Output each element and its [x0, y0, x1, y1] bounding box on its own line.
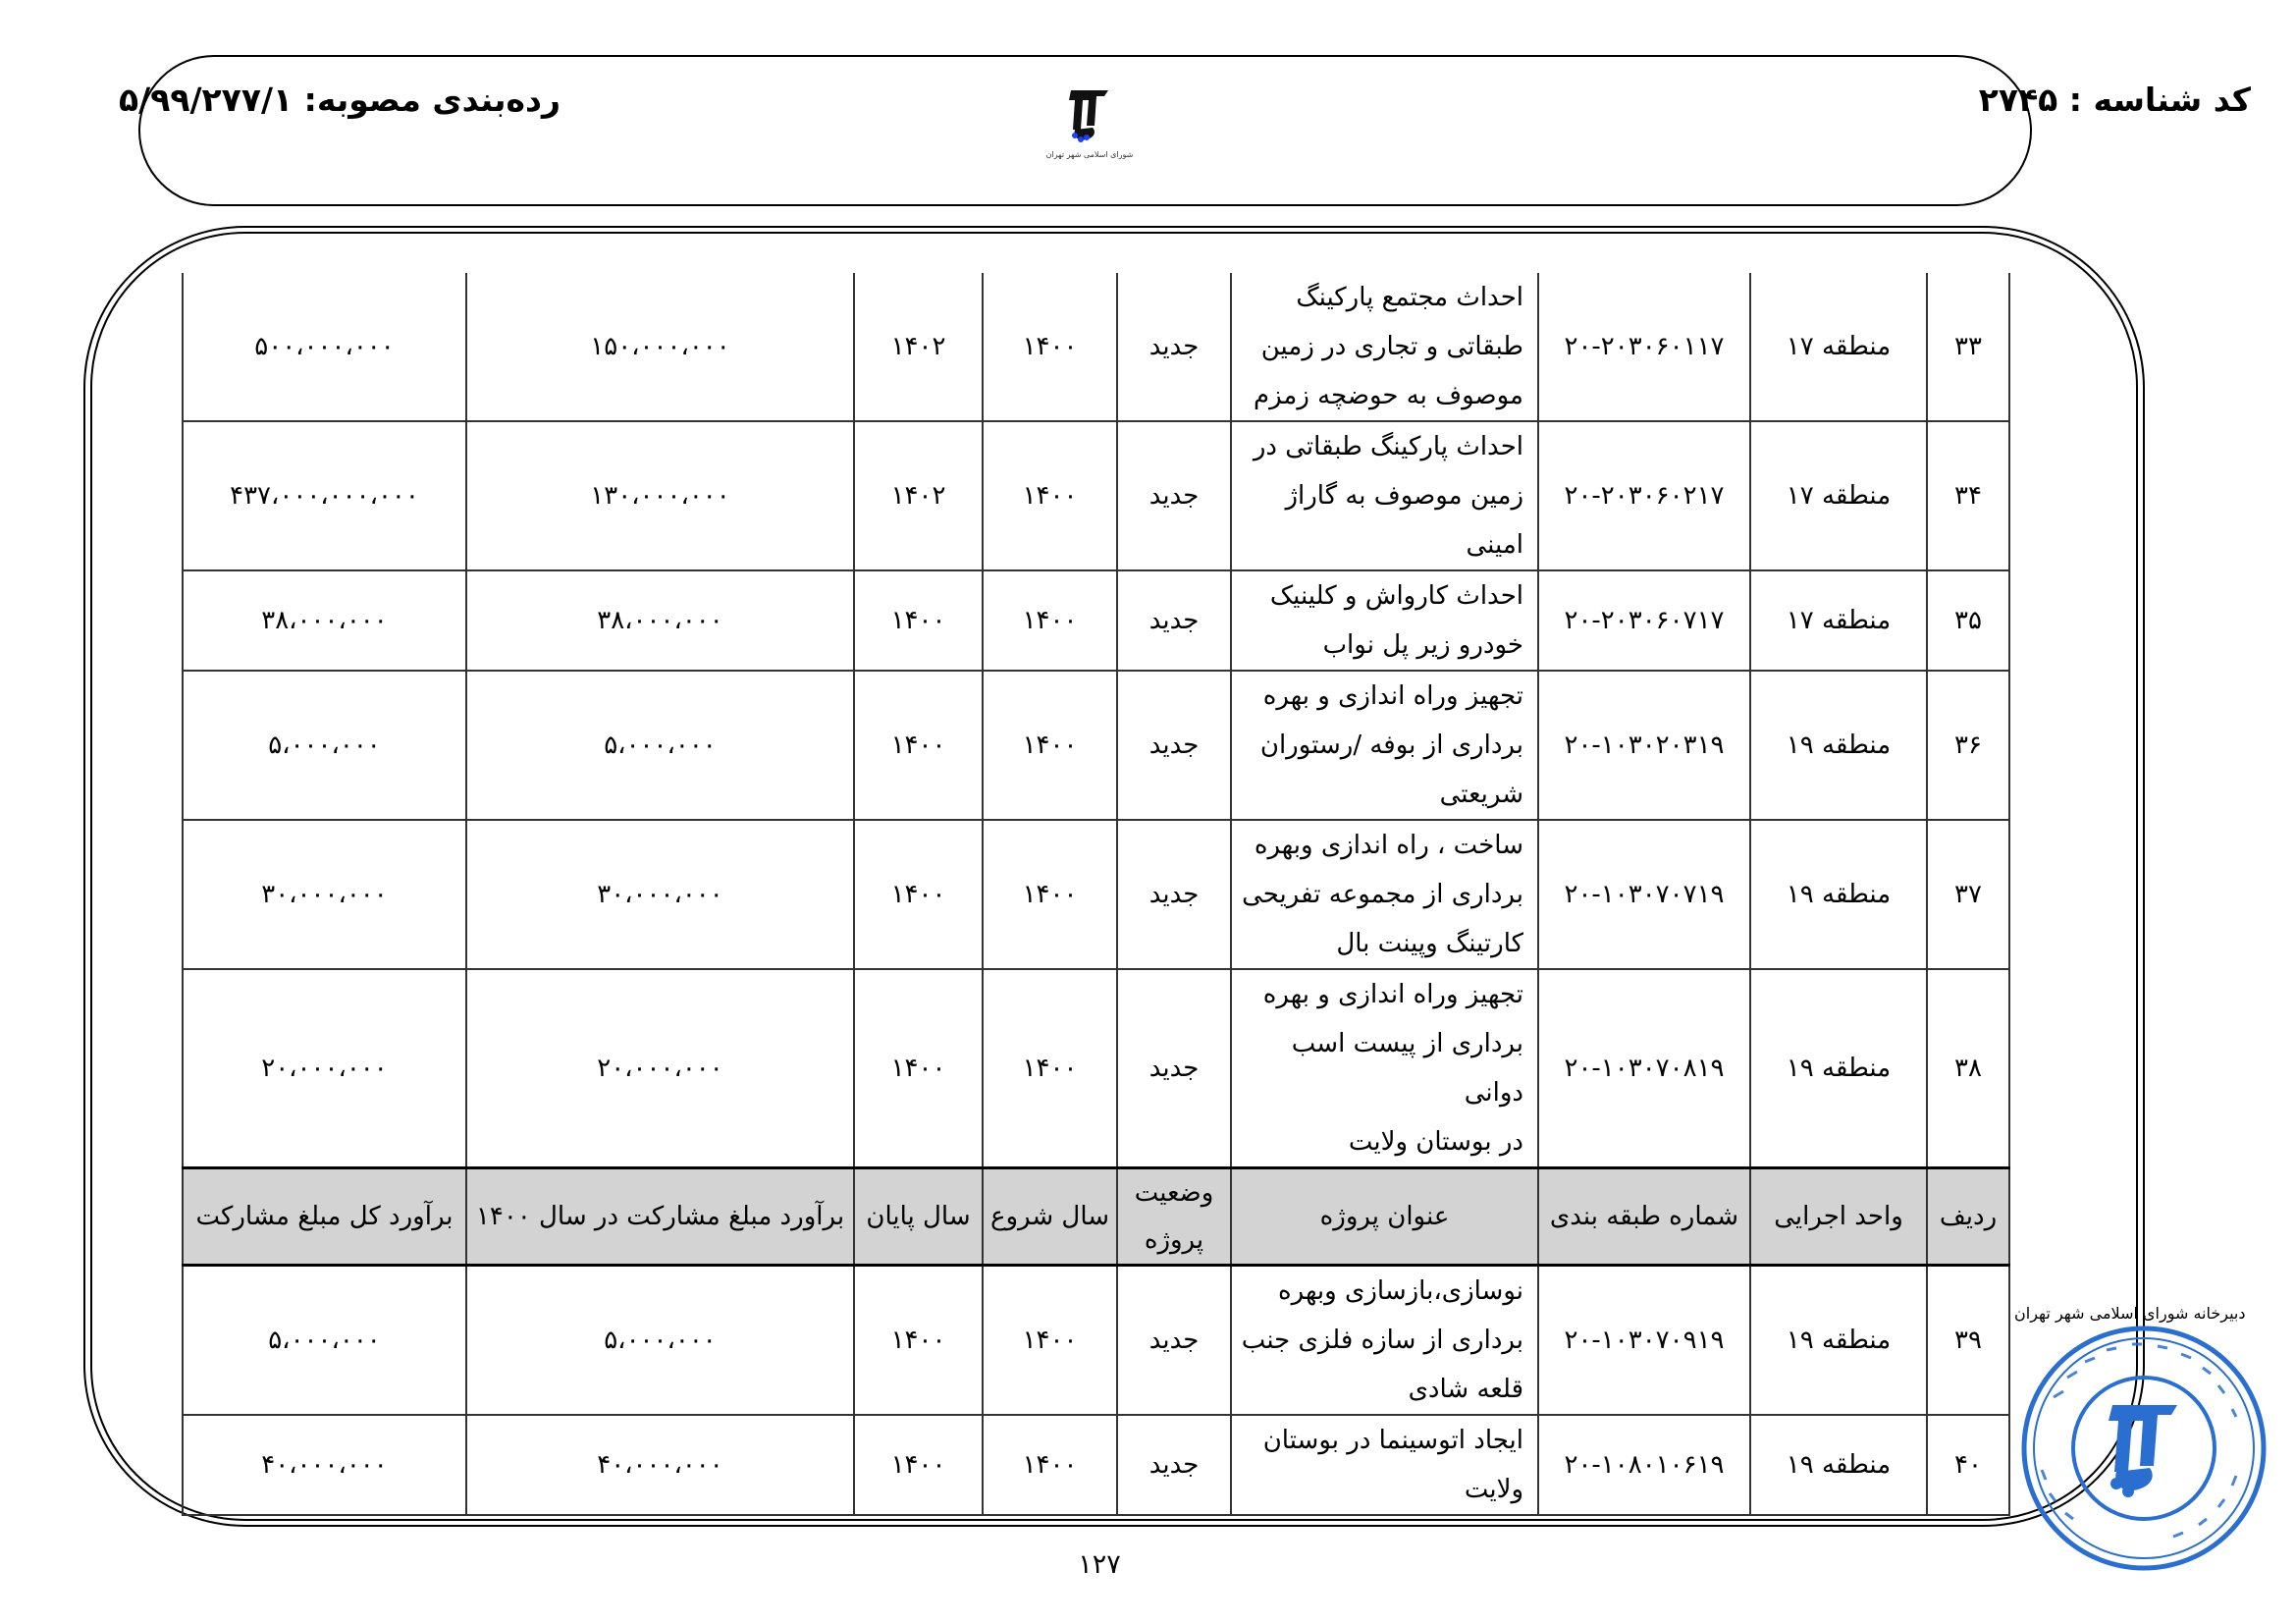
amount-1400-cell: ۴۰،۰۰۰،۰۰۰ [466, 1415, 854, 1515]
row-number-cell: ۳۳ [1927, 273, 2009, 421]
total-amount-cell: ۴۳۷،۰۰۰،۰۰۰،۰۰۰ [183, 421, 466, 570]
project-title-line: کارتینگ وپینت بال [1336, 929, 1523, 958]
column-header: عنوان پروژه [1231, 1168, 1538, 1266]
executive-unit-cell: منطقه ۱۹ [1750, 820, 1927, 969]
end-year-cell: ۱۴۰۰ [854, 1266, 983, 1416]
project-title-line: احداث پارکینگ طبقاتی در [1253, 432, 1523, 461]
total-amount-cell: ۲۰،۰۰۰،۰۰۰ [183, 969, 466, 1168]
project-title-line: موصوف به حوضچه زمزم [1253, 381, 1523, 410]
executive-unit-cell: منطقه ۱۹ [1750, 1415, 1927, 1515]
logo-caption: شورای اسلامی شهر تهران [1045, 150, 1134, 159]
project-status-cell: جدید [1117, 820, 1231, 969]
table-row [183, 1266, 2009, 1416]
project-status-cell: جدید [1117, 1266, 1231, 1416]
start-year-cell: ۱۴۰۰ [983, 671, 1117, 820]
page-number: ۱۲۷ [1078, 1549, 1121, 1580]
project-title-line: برداری از پیست اسب دوانی [1291, 1029, 1523, 1108]
column-header: شماره طبقه بندی [1538, 1168, 1750, 1266]
project-title-cell [1231, 421, 1538, 570]
total-amount-cell: ۵،۰۰۰،۰۰۰ [183, 671, 466, 820]
project-title-line: ایجاد اتوسینما در بوستان [1262, 1426, 1523, 1455]
executive-unit-cell: منطقه ۱۹ [1750, 671, 1927, 820]
amount-1400-cell: ۲۰،۰۰۰،۰۰۰ [466, 969, 854, 1168]
resolution-classification: رده‌بندی مصوبه: ۵/۹۹/۲۷۷/۱ [119, 81, 561, 119]
council-logo-icon [1036, 86, 1144, 165]
stamp-text: دبیرخانه شورای اسلامی شهر تهران [2014, 1304, 2246, 1323]
classification-code-cell: ۲۰-۱۰۳۰۲۰۳۱۹ [1538, 671, 1750, 820]
end-year-cell: ۱۴۰۰ [854, 570, 983, 671]
classification-code-cell: ۲۰-۱۰۳۰۷۰۹۱۹ [1538, 1266, 1750, 1416]
project-title-line: طبقاتی و تجاری در زمین [1260, 332, 1523, 361]
end-year-cell: ۱۴۰۲ [854, 421, 983, 570]
column-header: برآورد کل مبلغ مشارکت [183, 1168, 466, 1266]
amount-1400-cell: ۵،۰۰۰،۰۰۰ [466, 1266, 854, 1416]
project-title-line: تجهیز وراه اندازی و بهره [1262, 681, 1523, 711]
column-header: ردیف [1927, 1168, 2009, 1266]
amount-1400-cell: ۵،۰۰۰،۰۰۰ [466, 671, 854, 820]
total-amount-cell: ۵،۰۰۰،۰۰۰ [183, 1266, 466, 1416]
row-number-cell: ۳۸ [1927, 969, 2009, 1168]
end-year-cell: ۱۴۰۲ [854, 273, 983, 421]
project-title-cell [1231, 671, 1538, 820]
project-title-cell [1231, 570, 1538, 671]
executive-unit-cell: منطقه ۱۹ [1750, 1266, 1927, 1416]
start-year-cell: ۱۴۰۰ [983, 570, 1117, 671]
document-code: کد شناسه : ۲۷۴۵ [1978, 81, 2251, 119]
project-status-cell: جدید [1117, 421, 1231, 570]
column-header: واحد اجرایی [1750, 1168, 1927, 1266]
amount-1400-cell: ۳۰،۰۰۰،۰۰۰ [466, 820, 854, 969]
table-header-row [183, 1168, 2009, 1266]
end-year-cell: ۱۴۰۰ [854, 820, 983, 969]
table-row [183, 421, 2009, 570]
project-status-cell: جدید [1117, 273, 1231, 421]
classification-code-cell: ۲۰-۲۰۳۰۶۰۲۱۷ [1538, 421, 1750, 570]
project-title-line: احداث کارواش و کلینیک [1269, 581, 1523, 611]
row-number-cell: ۳۶ [1927, 671, 2009, 820]
classification-code-cell: ۲۰-۱۰۳۰۷۰۸۱۹ [1538, 969, 1750, 1168]
project-title-cell [1231, 273, 1538, 421]
project-title-line: زمین موصوف به گاراژ [1285, 481, 1523, 511]
project-status-cell: جدید [1117, 570, 1231, 671]
project-title-line: برداری از بوفه /رستوران [1259, 731, 1523, 760]
projects-table [182, 273, 2010, 1516]
document-header [138, 55, 2032, 206]
table-row [183, 273, 2009, 421]
project-title-line: نوسازی،بازسازی وبهره [1277, 1276, 1523, 1306]
classification-code-cell: ۲۰-۱۰۸۰۱۰۶۱۹ [1538, 1415, 1750, 1515]
start-year-cell: ۱۴۰۰ [983, 969, 1117, 1168]
table-row [183, 969, 2009, 1168]
executive-unit-cell: منطقه ۱۷ [1750, 570, 1927, 671]
start-year-cell: ۱۴۰۰ [983, 273, 1117, 421]
project-status-cell: جدید [1117, 671, 1231, 820]
start-year-cell: ۱۴۰۰ [983, 1415, 1117, 1515]
council-stamp-icon [2014, 1304, 2273, 1578]
project-title-line: خودرو زیر پل نواب [1322, 630, 1523, 660]
amount-1400-cell: ۱۳۰،۰۰۰،۰۰۰ [466, 421, 854, 570]
start-year-cell: ۱۴۰۰ [983, 1266, 1117, 1416]
row-number-cell: ۳۷ [1927, 820, 2009, 969]
table-row [183, 671, 2009, 820]
project-title-line: در بوستان ولایت [1348, 1127, 1523, 1157]
executive-unit-cell: منطقه ۱۷ [1750, 421, 1927, 570]
end-year-cell: ۱۴۰۰ [854, 969, 983, 1168]
end-year-cell: ۱۴۰۰ [854, 1415, 983, 1515]
row-number-cell: ۳۹ [1927, 1266, 2009, 1416]
column-header: وضعیت پروژه [1117, 1168, 1231, 1266]
project-title-cell [1231, 1415, 1538, 1515]
total-amount-cell: ۳۸،۰۰۰،۰۰۰ [183, 570, 466, 671]
table-rows-bottom [183, 1266, 2009, 1516]
classification-code-cell: ۲۰-۲۰۳۰۶۰۷۱۷ [1538, 570, 1750, 671]
project-title-line: ولایت [1464, 1475, 1523, 1504]
table-row [183, 820, 2009, 969]
table-row [183, 570, 2009, 671]
project-title-line: امینی [1466, 530, 1523, 560]
total-amount-cell: ۵۰۰،۰۰۰،۰۰۰ [183, 273, 466, 421]
column-header: سال شروع [983, 1168, 1117, 1266]
row-number-cell: ۳۴ [1927, 421, 2009, 570]
column-header: سال پایان [854, 1168, 983, 1266]
project-title-line: ساخت ، راه اندازی وبهره [1254, 831, 1523, 860]
project-title-cell [1231, 820, 1538, 969]
amount-1400-cell: ۳۸،۰۰۰،۰۰۰ [466, 570, 854, 671]
classification-code-cell: ۲۰-۱۰۳۰۷۰۷۱۹ [1538, 820, 1750, 969]
project-title-cell [1231, 1266, 1538, 1416]
row-number-cell: ۳۵ [1927, 570, 2009, 671]
start-year-cell: ۱۴۰۰ [983, 421, 1117, 570]
project-title-line: احداث مجتمع پارکینگ [1296, 283, 1523, 312]
executive-unit-cell: منطقه ۱۷ [1750, 273, 1927, 421]
table-row [183, 1415, 2009, 1515]
project-title-cell [1231, 969, 1538, 1168]
end-year-cell: ۱۴۰۰ [854, 671, 983, 820]
project-title-line: برداری از مجموعه تفریحی [1242, 880, 1523, 909]
project-title-line: شریعتی [1439, 780, 1523, 809]
total-amount-cell: ۴۰،۰۰۰،۰۰۰ [183, 1415, 466, 1515]
executive-unit-cell: منطقه ۱۹ [1750, 969, 1927, 1168]
project-title-line: قلعه شادی [1408, 1375, 1523, 1404]
project-status-cell: جدید [1117, 969, 1231, 1168]
total-amount-cell: ۳۰،۰۰۰،۰۰۰ [183, 820, 466, 969]
table-rows-top [183, 273, 2009, 1168]
row-number-cell: ۴۰ [1927, 1415, 2009, 1515]
column-header: برآورد مبلغ مشارکت در سال ۱۴۰۰ [466, 1168, 854, 1266]
project-title-line: برداری از سازه فلزی جنب [1241, 1326, 1523, 1355]
classification-code-cell: ۲۰-۲۰۳۰۶۰۱۱۷ [1538, 273, 1750, 421]
amount-1400-cell: ۱۵۰،۰۰۰،۰۰۰ [466, 273, 854, 421]
start-year-cell: ۱۴۰۰ [983, 820, 1117, 969]
project-status-cell: جدید [1117, 1415, 1231, 1515]
project-title-line: تجهیز وراه اندازی و بهره [1262, 980, 1523, 1009]
